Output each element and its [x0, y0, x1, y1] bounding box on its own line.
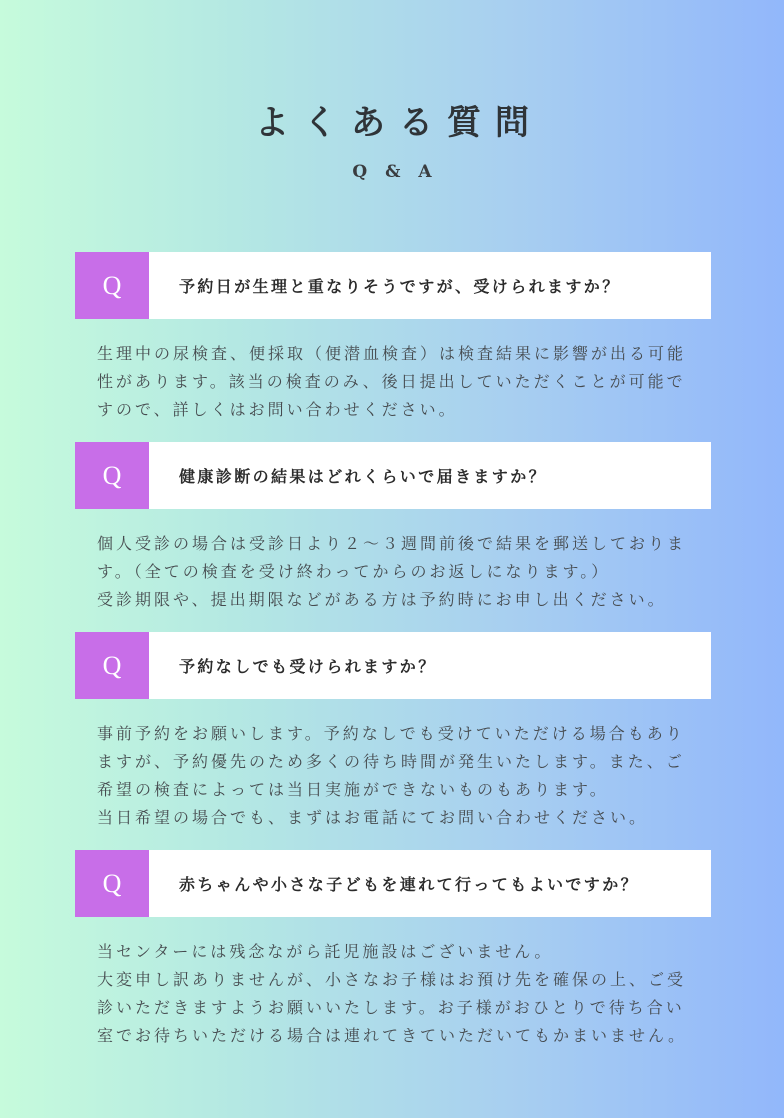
answer: [75, 319, 711, 424]
question-bar: [75, 850, 711, 917]
answer-paragraph: 当センターには残念ながら託児施設はございません。: [97, 942, 554, 961]
answer-paragraph: 生理中の尿検査、便採取（便潜血検査）は検査結果に影響が出る可能性があります。該当の検査のみ、後日提出していただくことが可能ですので、詳しくはお問い合わせください。: [97, 344, 687, 419]
page-title: よくある質問: [255, 103, 543, 143]
answer: [75, 917, 711, 1050]
q-badge: Q: [75, 442, 149, 509]
question-bar: [75, 252, 711, 319]
q-badge: Q: [75, 252, 149, 319]
question-bar: [75, 442, 711, 509]
page-subtitle: Q & A: [352, 162, 438, 182]
q-badge: Q: [75, 850, 149, 917]
faq-item: [75, 442, 711, 614]
question-text: 予約なしでも受けられますか？: [179, 657, 437, 676]
faq-item: [75, 632, 711, 832]
q-badge: Q: [75, 632, 149, 699]
question-bar: [75, 632, 711, 699]
answer-paragraph: 当日希望の場合でも、まずはお電話にてお問い合わせください。: [97, 808, 649, 827]
question-text: 赤ちゃんや小さな子どもを連れて行ってもよいですか？: [179, 875, 640, 894]
question-text: 予約日が生理と重なりそうですが、受けられますか？: [179, 277, 621, 296]
faq-item: [75, 252, 711, 424]
answer-paragraph: 個人受診の場合は受診日より２～３週間前後で結果を郵送しております。（全ての検査を受け終わってからのお返しになります。）: [97, 534, 687, 581]
answer: [75, 509, 711, 614]
page-header: [0, 100, 784, 182]
faq-list: [75, 252, 711, 1068]
faq-item: [75, 850, 711, 1050]
question-text: 健康診断の結果はどれくらいで届きますか？: [179, 467, 548, 486]
answer-paragraph: 受診期限や、提出期限などがある方は予約時にお申し出ください。: [97, 590, 667, 609]
answer: [75, 699, 711, 832]
answer-paragraph: 大変申し訳ありませんが、小さなお子様はお預け先を確保の上、ご受診いただきますようお願いいたします。お子様がおひとりで待ち合い室でお待ちいただける場合は連れてきていただいてもかまいません。: [97, 970, 687, 1045]
answer-paragraph: 事前予約をお願いします。予約なしでも受けていただける場合もありますが、予約優先のため多くの待ち時間が発生いたします。また、ご希望の検査によっては当日実施ができないものもあります。: [97, 724, 685, 799]
